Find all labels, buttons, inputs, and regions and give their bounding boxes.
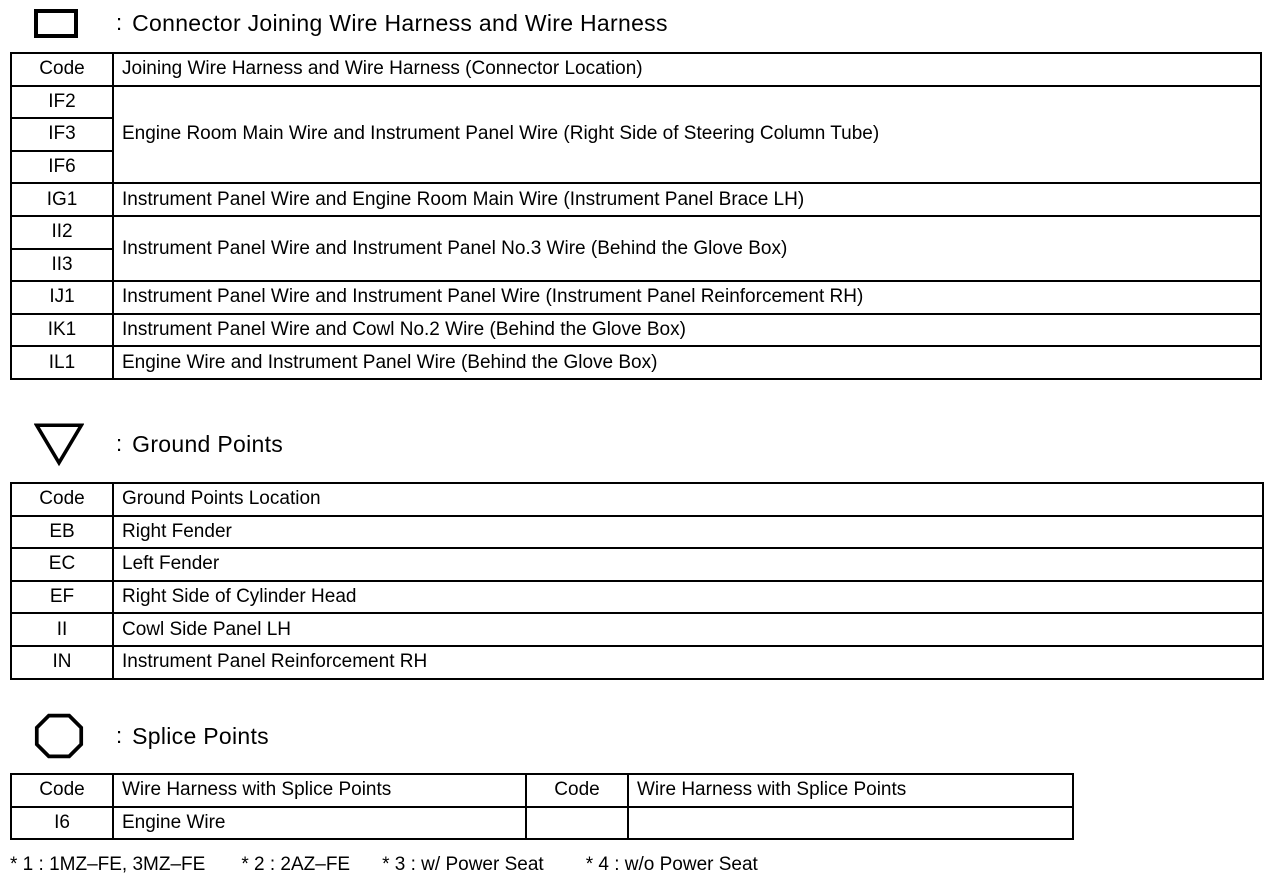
table-row bbox=[11, 281, 1261, 314]
header-code: Code bbox=[11, 53, 113, 86]
header-desc: Wire Harness with Splice Points bbox=[628, 774, 1073, 807]
code-cell: IK1 bbox=[11, 314, 113, 347]
header-desc: Joining Wire Harness and Wire Harness (Connector Location) bbox=[113, 53, 1261, 86]
header-desc: Ground Points Location bbox=[113, 483, 1263, 516]
splice-colon: : bbox=[116, 723, 123, 748]
splice-section-title: Splice Points bbox=[132, 722, 269, 749]
code-cell: II bbox=[11, 613, 113, 646]
table-header-row bbox=[11, 483, 1263, 516]
connector-section-title: Connector Joining Wire Harness and Wire Harness bbox=[132, 9, 668, 36]
footnote-1: * 1 : 1MZ–FE, 3MZ–FE bbox=[10, 854, 206, 875]
down-triangle-icon bbox=[34, 424, 84, 464]
footnote-3: * 3 : w/ Power Seat bbox=[382, 854, 544, 875]
desc-cell: Right Fender bbox=[113, 516, 1263, 549]
desc-cell: Engine Wire and Instrument Panel Wire (Behind the Glove Box) bbox=[113, 346, 1261, 379]
table-row bbox=[11, 314, 1261, 347]
table-row bbox=[11, 646, 1263, 679]
splice-table bbox=[10, 773, 1074, 840]
desc-cell: Left Fender bbox=[113, 548, 1263, 581]
octagon-icon bbox=[34, 716, 84, 756]
desc-cell: Instrument Panel Wire and Engine Room Main Wire (Instrument Panel Brace LH) bbox=[113, 183, 1261, 216]
table-row bbox=[11, 581, 1263, 614]
table-row bbox=[11, 807, 1073, 840]
code-cell: IN bbox=[11, 646, 113, 679]
desc-cell: Right Side of Cylinder Head bbox=[113, 581, 1263, 614]
table-row bbox=[11, 516, 1263, 549]
desc-cell: Engine Wire bbox=[113, 807, 526, 840]
splice-section-heading bbox=[34, 716, 269, 756]
footnote-2: * 2 : 2AZ–FE bbox=[241, 854, 351, 875]
desc-cell: Instrument Panel Reinforcement RH bbox=[113, 646, 1263, 679]
desc-cell: Instrument Panel Wire and Instrument Panel No.3 Wire (Behind the Glove Box) bbox=[113, 216, 1261, 281]
desc-cell: Engine Room Main Wire and Instrument Panel Wire (Right Side of Steering Column Tube) bbox=[113, 86, 1261, 184]
code-cell: II3 bbox=[11, 249, 113, 282]
table-row bbox=[11, 183, 1261, 216]
code-cell: IL1 bbox=[11, 346, 113, 379]
code-cell bbox=[526, 807, 628, 840]
connector-table bbox=[10, 52, 1262, 380]
table-row bbox=[11, 86, 1261, 119]
code-cell: IF6 bbox=[11, 151, 113, 184]
code-cell: EB bbox=[11, 516, 113, 549]
connector-section-heading bbox=[34, 3, 668, 43]
code-cell: IF3 bbox=[11, 118, 113, 151]
header-code: Code bbox=[11, 774, 113, 807]
code-cell: IJ1 bbox=[11, 281, 113, 314]
code-cell: I6 bbox=[11, 807, 113, 840]
header-code: Code bbox=[11, 483, 113, 516]
ground-colon: : bbox=[116, 431, 123, 456]
ground-table bbox=[10, 482, 1264, 680]
code-cell: IG1 bbox=[11, 183, 113, 216]
desc-cell: Instrument Panel Wire and Cowl No.2 Wire (Behind the Glove Box) bbox=[113, 314, 1261, 347]
desc-cell: Instrument Panel Wire and Instrument Panel Wire (Instrument Panel Reinforcement RH) bbox=[113, 281, 1261, 314]
table-row bbox=[11, 216, 1261, 249]
connector-colon: : bbox=[116, 10, 123, 35]
header-desc: Wire Harness with Splice Points bbox=[113, 774, 526, 807]
code-cell: EC bbox=[11, 548, 113, 581]
square-icon bbox=[34, 3, 84, 43]
table-row bbox=[11, 346, 1261, 379]
table-header-row bbox=[11, 53, 1261, 86]
footnote-4: * 4 : w/o Power Seat bbox=[585, 854, 758, 875]
table-row bbox=[11, 548, 1263, 581]
ground-section-heading bbox=[34, 424, 283, 464]
footnotes bbox=[10, 854, 758, 876]
code-cell: IF2 bbox=[11, 86, 113, 119]
header-code: Code bbox=[526, 774, 628, 807]
table-header-row bbox=[11, 774, 1073, 807]
code-cell: II2 bbox=[11, 216, 113, 249]
code-cell: EF bbox=[11, 581, 113, 614]
ground-section-title: Ground Points bbox=[132, 430, 284, 457]
desc-cell: Cowl Side Panel LH bbox=[113, 613, 1263, 646]
desc-cell bbox=[628, 807, 1073, 840]
table-row bbox=[11, 613, 1263, 646]
